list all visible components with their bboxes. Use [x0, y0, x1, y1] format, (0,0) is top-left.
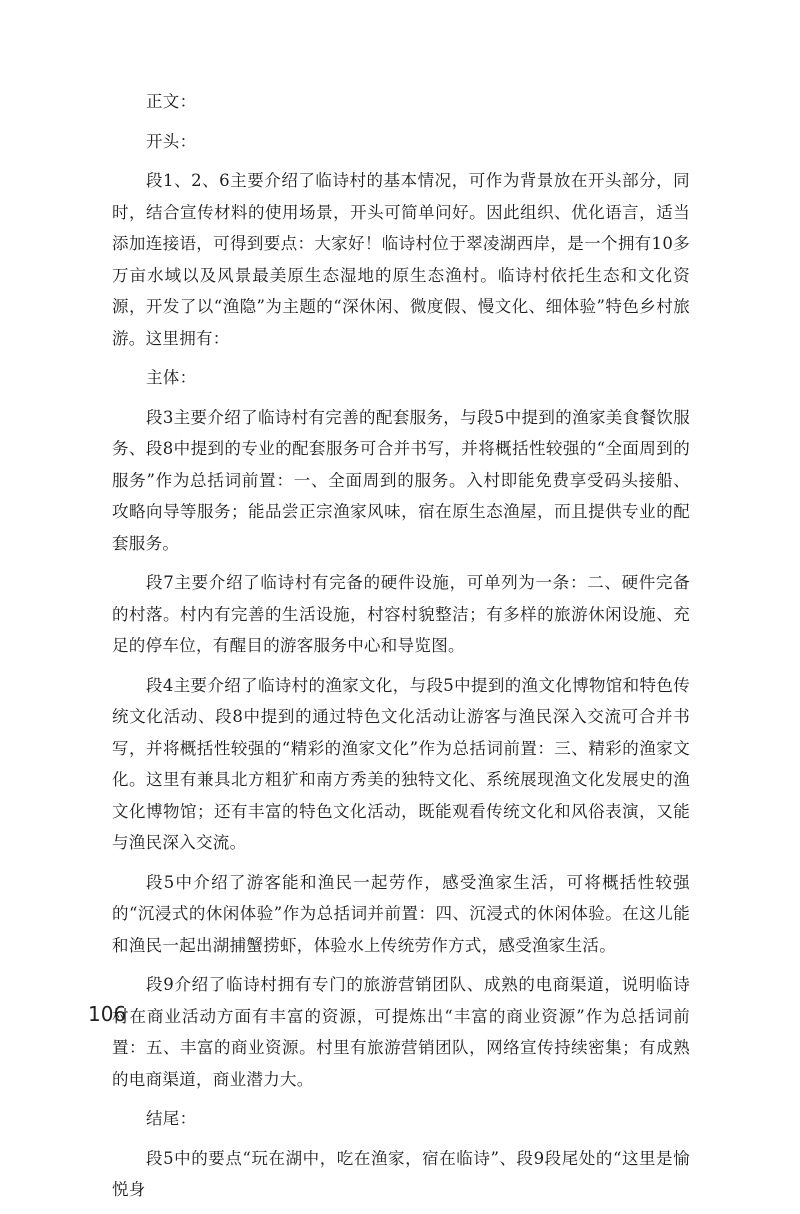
main-heading: 主体：: [146, 368, 197, 387]
paragraph-services: 段3主要介绍了临诗村有完善的配套服务，与段5中提到的渔家美食餐饮服务、段8中提到的专业的配套服务可合并书写，并将概括性较强的“全面周到的服务”作为总括词前置：一、全面周到的服务。入村即能免费享受码头接船、攻略向导等服务；能品尝正宗渔家风味，宿在原生态渔屋，而且提供专业的配套服务。: [112, 407, 690, 553]
opening-heading: 开头：: [146, 131, 197, 151]
document-body: [112, 86, 690, 1214]
paragraph-experience: 段5中介绍了游客能和渔民一起劳作，感受渔家生活，可将概括性较强的“沉浸式的休闲体验”作为总括词并前置：四、沉浸式的休闲体验。在这儿能和渔民一起出湖捕蟹捞虾，体验水上传统劳作方式，感受渔家生活。: [112, 872, 690, 955]
page-number: 106: [88, 1002, 127, 1026]
paragraph-opening: 段1、2、6主要介绍了临诗村的基本情况，可作为背景放在开头部分，同时，结合宣传材料的使用场景，开头可简单问好。因此组织、优化语言，适当添加连接语，可得到要点：大家好！临诗村位于翠凌湖西岸，是一个拥有10多万亩水域以及风景最美原生态湿地的原生态渔村。临诗村依托生态和文化资源，开发了以“渔隐”为主题的“深休闲、微度假、慢文化、细体验”特色乡村旅游。这里拥有：: [112, 171, 690, 348]
paragraph-ending: 段5中的要点“玩在湖中，吃在渔家，宿在临诗”、段9段尾处的“这里是愉悦身: [112, 1148, 690, 1199]
body-label-heading: 正文：: [146, 92, 197, 111]
paragraph-facilities: 段7主要介绍了临诗村有完备的硬件设施，可单列为一条：二、硬件完备的村落。村内有完善的生活设施，村容村貌整洁；有多样的旅游休闲设施、充足的停车位，有醒目的游客服务中心和导览图。: [112, 573, 690, 655]
paragraph-commerce: 段9介绍了临诗村拥有专门的旅游营销团队、成熟的电商渠道，说明临诗村在商业活动方面有丰富的资源，可提炼出“丰富的商业资源”作为总括词前置：五、丰富的商业资源。村里有旅游营销团队，网络宣传持续密集；有成熟的电商渠道，商业潜力大。: [112, 975, 690, 1089]
ending-heading: 结尾：: [146, 1109, 197, 1128]
paragraph-culture: 段4主要介绍了临诗村的渔家文化，与段5中提到的渔文化博物馆和特色传统文化活动、段8中提到的通过特色文化活动让游客与渔民深入交流可合并书写，并将概括性较强的“精彩的渔家文化”作为总括词前置：三、精彩的渔家文化。这里有兼具北方粗犷和南方秀美的独特文化、系统展现渔文化发展史的渔文化博物馆；还有丰富的特色文化活动，既能观看传统文化和风俗表演，又能与渔民深入交流。: [112, 675, 690, 852]
